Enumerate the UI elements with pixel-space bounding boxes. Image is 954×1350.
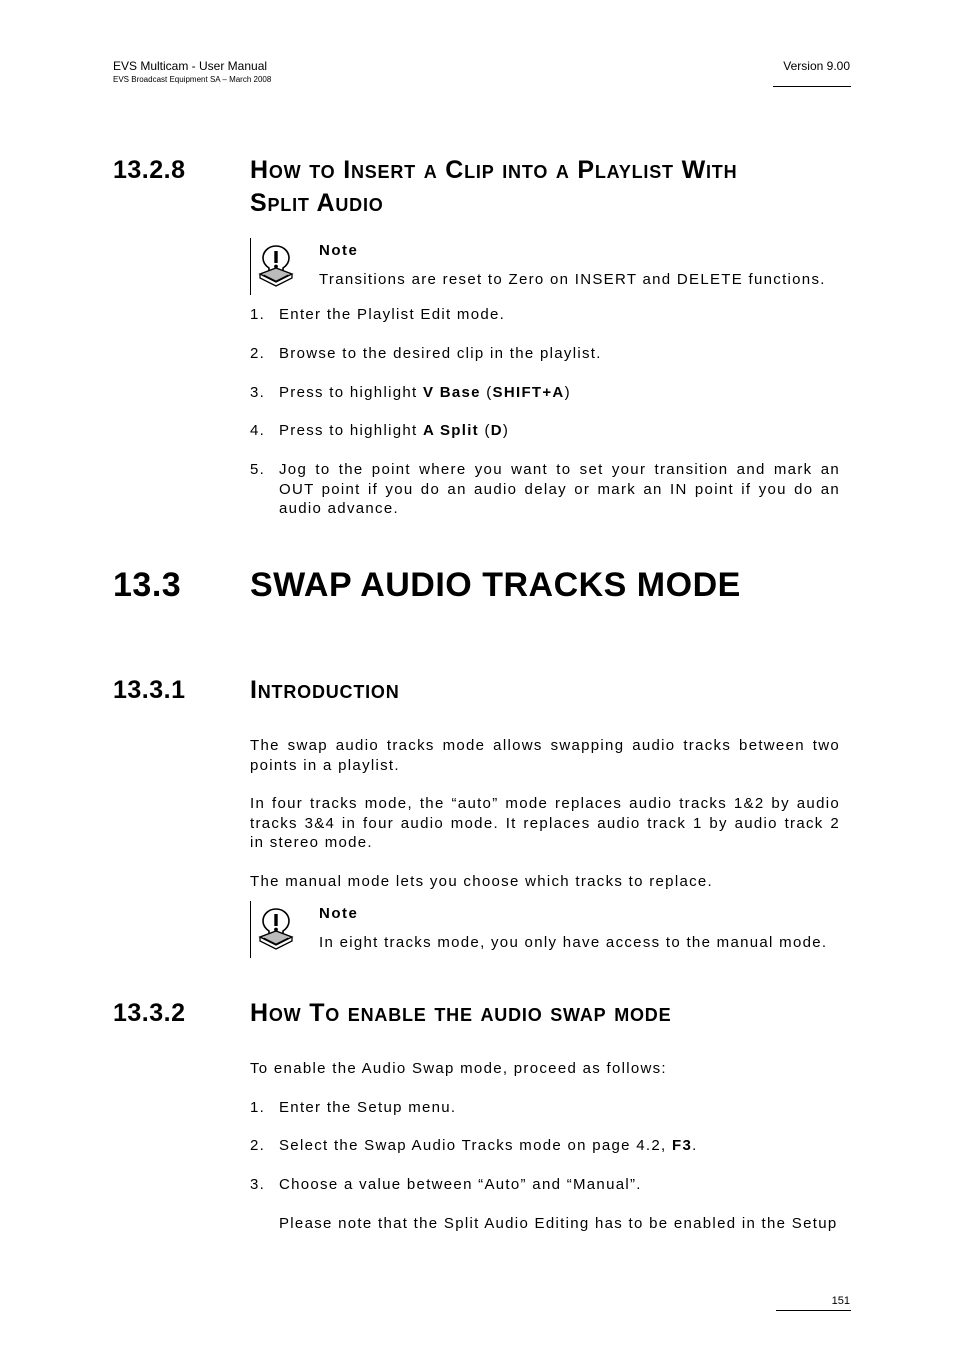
list-item-text: Press to highlight V Base (SHIFT+A) [279, 384, 571, 401]
section-1328-title-line2: Split Audio [250, 189, 384, 217]
section-1332-number: 13.3.2 [113, 999, 186, 1027]
shortcut-f3: F3 [671, 1137, 693, 1154]
list-item-number: 3. [250, 384, 266, 401]
note-bar [250, 238, 251, 295]
list-item-text: Select the Swap Audio Tracks mode on page 4.2, F3. [279, 1137, 698, 1154]
section-133-title: SWAP AUDIO TRACKS MODE [250, 566, 741, 604]
list-item [250, 305, 840, 325]
list-item-number: 5. [250, 461, 266, 478]
list-item-number: 2. [250, 1137, 266, 1154]
paragraph: In four tracks mode, the “auto” mode replaces audio tracks 1&2 by audio tracks 3&4 in four audio mode. It replaces audio track 1 by audio track 2 in stereo mode. [250, 795, 840, 851]
paragraph: The swap audio tracks mode allows swapping audio tracks between two points in a playlist. [250, 737, 840, 774]
header-version: Version 9.00 [783, 59, 850, 73]
note-bar [250, 901, 251, 958]
list-item [250, 1098, 840, 1118]
list-item [250, 421, 840, 441]
shortcut-shift-a: SHIFT+A [492, 384, 565, 401]
page-number: 151 [831, 1295, 850, 1307]
list-item-number: 1. [250, 306, 266, 323]
section-1328-title-line1: How to Insert a Clip into a Playlist With [250, 156, 738, 184]
header-subtitle: EVS Broadcast Equipment SA – March 2008 [113, 75, 272, 84]
list-item-number: 1. [250, 1099, 266, 1116]
paragraph: To enable the Audio Swap mode, proceed as follows: [250, 1060, 667, 1077]
list-item-text: Choose a value between “Auto” and “Manual”. [279, 1176, 642, 1193]
note-warning-icon [256, 906, 296, 950]
list-item-text: Press to highlight A Split (D) [279, 422, 510, 439]
list-item-text: Browse to the desired clip in the playlist. [279, 345, 602, 362]
section-1332-title: How To enable the audio swap mode [250, 999, 672, 1027]
section-1331-title: Introduction [250, 676, 400, 704]
keyword-a-split: A Split [422, 422, 479, 439]
footer-rule [776, 1310, 851, 1311]
list-item-text: Enter the Setup menu. [279, 1099, 457, 1116]
note-label: Note [319, 905, 359, 922]
header-rule [773, 86, 851, 87]
list-item-text: Jog to the point where you want to set your transition and mark an OUT point if you do an audio delay or mark an IN point if you do an audio advance. [279, 461, 840, 517]
note-warning-icon [256, 243, 296, 287]
paragraph: The manual mode lets you choose which tracks to replace. [250, 873, 713, 890]
list-item-text: Enter the Playlist Edit mode. [279, 306, 506, 323]
header-title: EVS Multicam - User Manual [113, 59, 268, 73]
list-item [250, 383, 840, 403]
list-item [250, 344, 840, 364]
note-label: Note [319, 242, 359, 259]
paragraph: Please note that the Split Audio Editing has to be enabled in the Setup [279, 1215, 838, 1232]
keyword-v-base: V Base [422, 384, 481, 401]
section-1328-number: 13.2.8 [113, 156, 186, 184]
list-item-number: 2. [250, 345, 266, 362]
note-text: In eight tracks mode, you only have access to the manual mode. [319, 934, 828, 951]
list-item [250, 460, 840, 519]
section-1331-number: 13.3.1 [113, 676, 186, 704]
section-133-number: 13.3 [113, 566, 182, 604]
shortcut-d: D [490, 422, 503, 439]
list-item-number: 3. [250, 1176, 266, 1193]
note-text: Transitions are reset to Zero on INSERT and DELETE functions. [319, 271, 826, 288]
list-item-number: 4. [250, 422, 266, 439]
list-item [250, 1175, 840, 1195]
list-item [250, 1136, 840, 1156]
